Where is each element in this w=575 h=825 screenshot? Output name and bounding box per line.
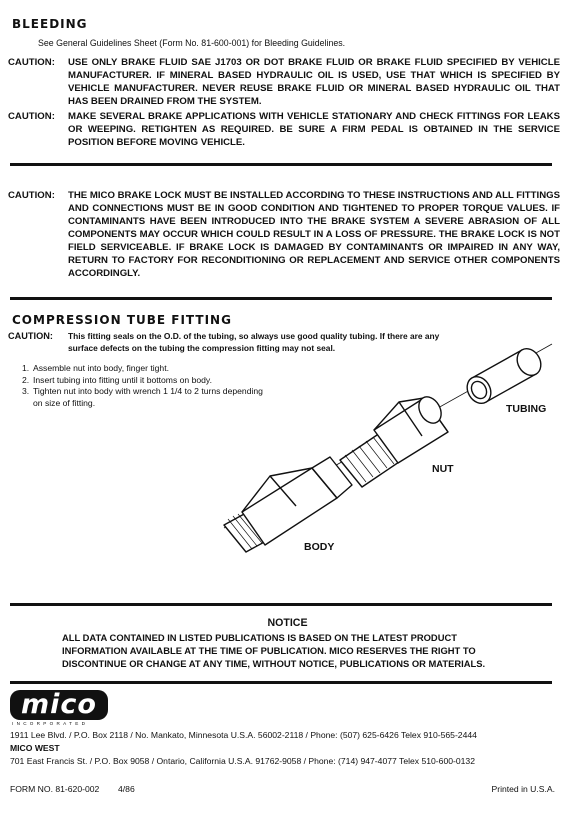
tubing-label: TUBING: [506, 403, 547, 415]
list-item: 1. Assemble nut into body, finger tight.: [22, 363, 169, 373]
divider: [10, 681, 552, 684]
caution-text: USE ONLY BRAKE FLUID SAE J1703 OR DOT BRAKE FLUID OR BRAKE FLUID SPECIFIED BY VEHICLE MANUFACTURER. IF MINERAL BASED HYDRAULIC OIL IS USED, USE THAT WHICH IS SPECIFIED BY VEHICLE MANUFACTURER. NEVER REUSE BRAKE FLUID OR MINERAL BASED HYDRAULIC OIL THAT HAS BEEN DRAINED FROM THE SYSTEM.: [68, 57, 560, 107]
body-part: [224, 457, 352, 552]
caution-label: CAUTION:: [8, 57, 55, 68]
address-west: 701 East Francis St. / P.O. Box 9058 / Ontario, California U.S.A. 91762-9058 / Phone: (714) 947-4077 Telex 510-600-0132: [10, 756, 475, 766]
nut-label: NUT: [432, 463, 454, 475]
bleeding-guideline: See General Guidelines Sheet (Form No. 81-600-001) for Bleeding Guidelines.: [38, 38, 346, 48]
bleeding-caution-2: [8, 110, 560, 149]
address-main: 1911 Lee Blvd. / P.O. Box 2118 / No. Mankato, Minnesota U.S.A. 56002-2118 / Phone: (507) 625-6426 Telex 910-565-2444: [10, 730, 477, 740]
divider: [10, 163, 552, 166]
notice-title: NOTICE: [267, 617, 308, 629]
caution-text: THE MICO BRAKE LOCK MUST BE INSTALLED ACCORDING TO THESE INSTRUCTIONS AND ALL FITTINGS AND CONNECTIONS MUST BE IN GOOD CONDITION AND TIGHTENED TO PROPER TORQUE VALUES. IF CONTAMINANTS HAVE BEEN INTRODUCED INTO THE BRAKE SYSTEM A SEVERE ABRASION OF ALL COMPONENTS MAY OCCUR WHICH COULD RESULT IN A LOSS OF PRESSURE. THE BRAKE LOCK IS NOT FIELD SERVICEABLE. IF BRAKE LOCK IS DAMAGED BY CONTAMINANTS OR IMPAIRED IN ANY WAY, RETURN TO FACTORY FOR RECONDITIONING OR REPLACEMENT AND SERVICE OTHER COMPONENTS ACCORDINGLY.: [68, 190, 560, 279]
form-number: FORM NO. 81-620-002: [10, 784, 100, 794]
caution-text: MAKE SEVERAL BRAKE APPLICATIONS WITH VEHICLE STATIONARY AND CHECK FITTINGS FOR LEAKS OR WEEPING. RETIGHTEN AS REQUIRED. BE SURE A FIRM PEDAL IS OBTAINED IN THE SERVICE POSITION BEFORE MOVING VEHICLE.: [68, 111, 560, 148]
list-item: 3. Tighten nut into body with wrench 1 1/4 to 2 turns depending on size of fitting.: [22, 386, 263, 408]
logo-subtitle: INCORPORATED: [12, 721, 89, 726]
brake-lock-caution: [8, 189, 560, 280]
notice-body: ALL DATA CONTAINED IN LISTED PUBLICATIONS IS BASED ON THE LATEST PRODUCT INFORMATION AVAILABLE AT THE TIME OF PUBLICATION. MICO RESERVES THE RIGHT TO DISCONTINUE OR CHANGE AT ANY TIME, WITHOUT NOTICE, PUBLICATIONS OR MATERIALS.: [62, 632, 486, 669]
compression-heading: COMPRESSION TUBE FITTING: [12, 313, 232, 327]
bleeding-heading: BLEEDING: [12, 17, 88, 31]
caution-label: CAUTION:: [8, 111, 55, 122]
fitting-illustration: [200, 338, 562, 560]
divider: [10, 297, 552, 300]
body-label: BODY: [304, 541, 335, 553]
list-item: 2. Insert tubing into fitting until it bottoms on body.: [22, 374, 212, 385]
form-date: 4/86: [118, 784, 135, 794]
west-label: MICO WEST: [10, 743, 60, 753]
divider: [10, 603, 552, 606]
caution-label: CAUTION:: [8, 331, 53, 341]
bleeding-caution-1: [8, 56, 560, 108]
mico-logo: mico: [10, 690, 108, 720]
caution-label: CAUTION:: [8, 190, 55, 201]
caution-text: This fitting seals on the O.D. of the tubing, so always use good quality tubing. If there are any surface defects on the tubing the compression fitting may not seal.: [68, 331, 440, 353]
tubing-part: [462, 344, 545, 407]
printed-in: Printed in U.S.A.: [491, 784, 555, 794]
